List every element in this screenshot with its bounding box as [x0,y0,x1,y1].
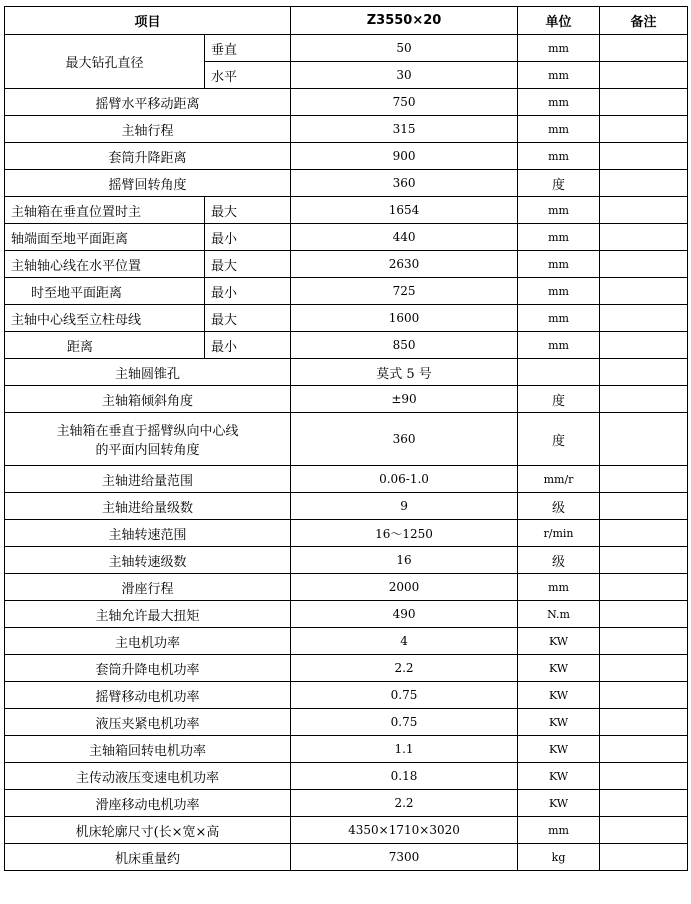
value-cell: 4350×1710×3020 [291,817,518,844]
remark-cell [600,251,688,278]
unit-cell: mm [518,197,600,224]
row-label: 机床重量约 [5,844,291,871]
unit-cell: mm [518,251,600,278]
table-row [5,332,688,359]
value-cell: 2.2 [291,790,518,817]
remark-cell [600,89,688,116]
unit-cell: 度 [518,386,600,413]
remark-cell [600,628,688,655]
value-cell: 900 [291,143,518,170]
row-label-line1: 主轴中心线至立柱母线 [5,305,205,332]
remark-cell [600,601,688,628]
unit-cell: mm [518,224,600,251]
table-row [5,628,688,655]
table-row [5,413,688,466]
table-row [5,359,688,386]
remark-cell [600,655,688,682]
remark-cell [600,116,688,143]
value-cell: 4 [291,628,518,655]
value-cell: 750 [291,89,518,116]
row-label: 滑座行程 [5,574,291,601]
remark-cell [600,790,688,817]
header-model: Z3550×20 [291,7,518,35]
row-label: 液压夹紧电机功率 [5,709,291,736]
row-label: 摇臂移动电机功率 [5,682,291,709]
table-row [5,601,688,628]
value-cell: 莫式 5 号 [291,359,518,386]
remark-cell [600,197,688,224]
value-cell: 315 [291,116,518,143]
value-cell: 850 [291,332,518,359]
sub-label: 最小 [205,224,291,251]
table-row [5,386,688,413]
header-remark: 备注 [600,7,688,35]
unit-cell: mm [518,89,600,116]
value-cell: 0.75 [291,682,518,709]
remark-cell [600,682,688,709]
remark-cell [600,386,688,413]
table-row [5,709,688,736]
unit-cell: KW [518,682,600,709]
unit-cell: mm [518,817,600,844]
table-row [5,547,688,574]
unit-cell: KW [518,736,600,763]
unit-cell: 度 [518,413,600,466]
row-label-block [5,413,291,466]
table-row [5,574,688,601]
table-row [5,224,688,251]
row-label: 主轴转速级数 [5,547,291,574]
table-row [5,278,688,305]
header-item: 项目 [5,7,291,35]
remark-cell [600,817,688,844]
sub-label: 最大 [205,197,291,224]
row-label: 主轴箱回转电机功率 [5,736,291,763]
unit-cell: KW [518,655,600,682]
row-label: 主轴允许最大扭矩 [5,601,291,628]
table-row [5,655,688,682]
value-cell: 725 [291,278,518,305]
value-cell: ±90 [291,386,518,413]
value-cell: 440 [291,224,518,251]
unit-cell: mm [518,305,600,332]
value-cell: 50 [291,35,518,62]
row-label: 主轴进给量范围 [5,466,291,493]
value-cell: 0.06-1.0 [291,466,518,493]
table-row [5,493,688,520]
remark-cell [600,466,688,493]
remark-cell [600,278,688,305]
remark-cell [600,709,688,736]
remark-cell [600,547,688,574]
sub-label: 最小 [205,278,291,305]
remark-cell [600,359,688,386]
remark-cell [600,224,688,251]
table-row [5,763,688,790]
table-row [5,251,688,278]
value-cell: 16 [291,547,518,574]
header-row [5,7,688,35]
value-cell: 9 [291,493,518,520]
unit-cell: mm [518,116,600,143]
table-row [5,305,688,332]
remark-cell [600,736,688,763]
table-row [5,817,688,844]
remark-cell [600,413,688,466]
row-label: 主轴转速范围 [5,520,291,547]
table-row [5,89,688,116]
row-label-line1: 主轴箱在垂直位置时主 [5,197,205,224]
value-cell: 360 [291,170,518,197]
value-cell: 2630 [291,251,518,278]
row-label-line2: 轴端面至地平面距离 [5,224,205,251]
table-row [5,844,688,871]
value-cell: 1.1 [291,736,518,763]
table-row [5,143,688,170]
sub-label: 最小 [205,332,291,359]
remark-cell [600,332,688,359]
value-cell: 0.18 [291,763,518,790]
unit-cell: mm [518,35,600,62]
value-cell: 0.75 [291,709,518,736]
remark-cell [600,143,688,170]
row-label: 摇臂水平移动距离 [5,89,291,116]
row-label: 摇臂回转角度 [5,170,291,197]
row-label: 主轴圆锥孔 [5,359,291,386]
unit-cell: mm [518,332,600,359]
table-row [5,35,688,62]
table-row [5,466,688,493]
table-row [5,197,688,224]
remark-cell [600,170,688,197]
table-row [5,520,688,547]
unit-cell: KW [518,709,600,736]
sub-label: 最大 [205,251,291,278]
unit-cell: KW [518,628,600,655]
table-row [5,682,688,709]
row-label: 主电机功率 [5,628,291,655]
unit-cell: N.m [518,601,600,628]
unit-cell: 级 [518,493,600,520]
unit-cell: KW [518,790,600,817]
remark-cell [600,493,688,520]
table-row [5,116,688,143]
value-cell: 30 [291,62,518,89]
header-unit: 单位 [518,7,600,35]
remark-cell [600,763,688,790]
remark-cell [600,574,688,601]
remark-cell [600,35,688,62]
unit-cell: kg [518,844,600,871]
table-row [5,170,688,197]
unit-cell: mm [518,278,600,305]
row-label: 机床轮廓尺寸(长×宽×高 [5,817,291,844]
value-cell: 1600 [291,305,518,332]
row-label: 主传动液压变速电机功率 [5,763,291,790]
row-label: 套筒升降电机功率 [5,655,291,682]
value-cell: 360 [291,413,518,466]
unit-cell: mm [518,574,600,601]
remark-cell [600,520,688,547]
row-label: 主轴箱倾斜角度 [5,386,291,413]
value-cell: 7300 [291,844,518,871]
row-label: 主轴行程 [5,116,291,143]
unit-cell [518,359,600,386]
table-row [5,736,688,763]
remark-cell [600,62,688,89]
row-label: 主轴进给量级数 [5,493,291,520]
value-cell: 490 [291,601,518,628]
row-label: 最大钻孔直径 [5,35,205,89]
sub-label: 水平 [205,62,291,89]
unit-cell: r/min [518,520,600,547]
unit-cell: 度 [518,170,600,197]
remark-cell [600,305,688,332]
value-cell: 1654 [291,197,518,224]
table-row [5,790,688,817]
row-label-line1: 主轴箱在垂直于摇臂纵向中心线 [56,424,239,439]
value-cell: 2.2 [291,655,518,682]
remark-cell [600,844,688,871]
row-label-line2: 时至地平面距离 [5,278,205,305]
value-cell: 2000 [291,574,518,601]
row-label: 滑座移动电机功率 [5,790,291,817]
row-label: 套筒升降距离 [5,143,291,170]
sub-label: 最大 [205,305,291,332]
unit-cell: 级 [518,547,600,574]
unit-cell: KW [518,763,600,790]
value-cell: 16～1250 [291,520,518,547]
row-label-line2: 的平面内回转角度 [95,443,200,458]
row-label-line1: 主轴轴心线在水平位置 [5,251,205,278]
spec-table [4,6,688,871]
unit-cell: mm [518,143,600,170]
unit-cell: mm/r [518,466,600,493]
unit-cell: mm [518,62,600,89]
row-label-line2: 距离 [5,332,205,359]
sub-label: 垂直 [205,35,291,62]
